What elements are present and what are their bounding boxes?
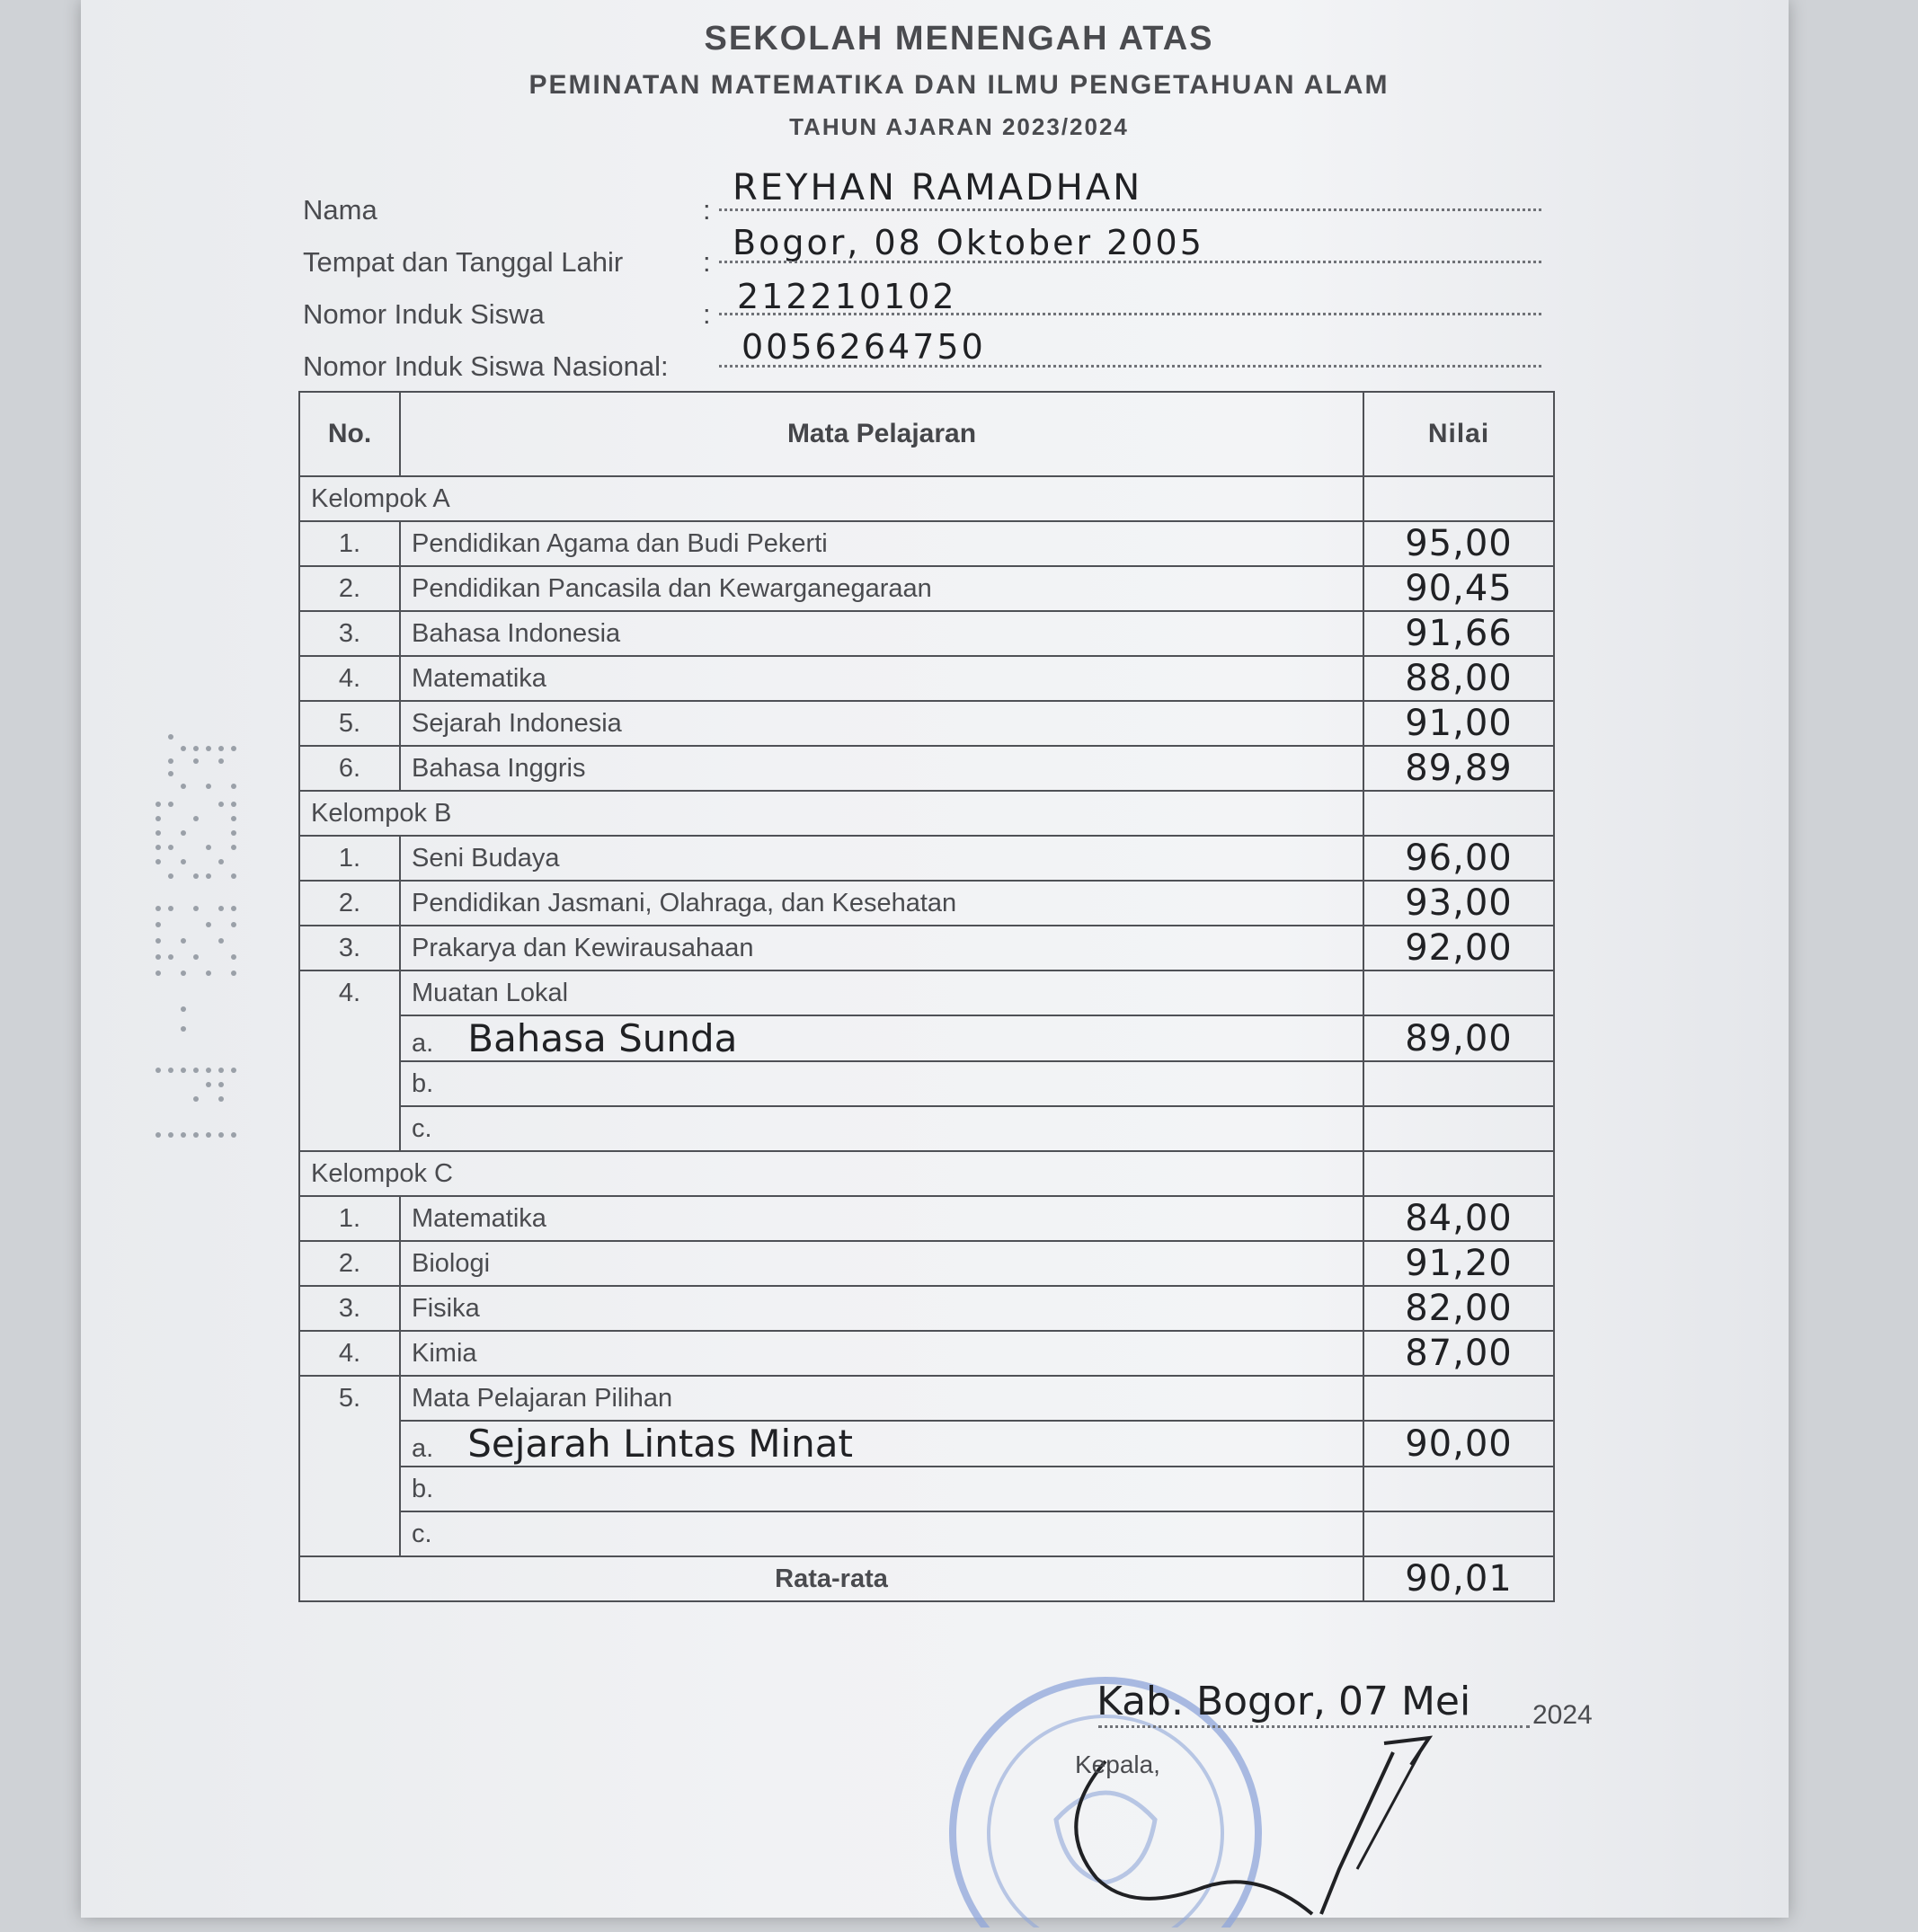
- subrow-c: c.: [400, 1511, 1363, 1556]
- row-no: 4.: [299, 656, 400, 701]
- row-no: 5.: [299, 701, 400, 746]
- average-row: [299, 1556, 1554, 1601]
- perforation-dots: [144, 732, 243, 1150]
- table-row: [299, 521, 1554, 566]
- table-row: [299, 1286, 1554, 1331]
- subrow-subject: Bahasa Sunda: [467, 1016, 738, 1060]
- row-value: 91,00: [1363, 701, 1554, 746]
- subrow-subject: Sejarah Lintas Minat: [467, 1422, 853, 1466]
- nisn-label: Nomor Induk Siswa Nasional:: [303, 350, 669, 382]
- group-empty-value: [1363, 791, 1554, 836]
- table-row: [299, 566, 1554, 611]
- group-row-a: [299, 476, 1554, 521]
- row-value: 91,66: [1363, 611, 1554, 656]
- row-value: 82,00: [1363, 1286, 1554, 1331]
- group-row-c: [299, 1151, 1554, 1196]
- row-subject: Mata Pelajaran Pilihan: [400, 1376, 1363, 1421]
- table-subrow: [299, 1467, 1554, 1511]
- nis-value: 212210102: [737, 277, 957, 316]
- row-value: 96,00: [1363, 836, 1554, 881]
- subrow-value-empty: [1363, 1061, 1554, 1106]
- row-no: 3.: [299, 926, 400, 970]
- program-title: PEMINATAN MATEMATIKA DAN ILMU PENGETAHUAN ALAM: [528, 70, 1390, 100]
- subrow-b: b.: [400, 1061, 1363, 1106]
- group-row-b: [299, 791, 1554, 836]
- table-row: [299, 1196, 1554, 1241]
- row-subject: Pendidikan Agama dan Budi Pekerti: [400, 521, 1363, 566]
- subrow-b: b.: [400, 1467, 1363, 1511]
- table-row: [299, 1376, 1554, 1421]
- nama-colon: :: [703, 194, 711, 226]
- group-empty-value: [1363, 476, 1554, 521]
- nisn-line: [719, 365, 1541, 368]
- subrow-value: 89,00: [1363, 1015, 1554, 1061]
- table-row: [299, 836, 1554, 881]
- signature-year: 2024: [1532, 1700, 1593, 1730]
- row-subject: Pendidikan Jasmani, Olahraga, dan Kesehatan: [400, 881, 1363, 926]
- table-row: [299, 656, 1554, 701]
- table-row: [299, 1331, 1554, 1376]
- row-no: 1.: [299, 1196, 400, 1241]
- kepala-label: Kepala,: [1075, 1750, 1160, 1778]
- row-subject: Matematika: [400, 656, 1363, 701]
- row-no: 2.: [299, 881, 400, 926]
- row-no: 2.: [299, 566, 400, 611]
- row-no: 3.: [299, 611, 400, 656]
- row-value-empty: [1363, 1376, 1554, 1421]
- row-no: 2.: [299, 1241, 400, 1286]
- row-subject: Bahasa Indonesia: [400, 611, 1363, 656]
- row-subject: Fisika: [400, 1286, 1363, 1331]
- row-value: 84,00: [1363, 1196, 1554, 1241]
- row-subject: Pendidikan Pancasila dan Kewarganegaraan: [400, 566, 1363, 611]
- row-value: 90,45: [1363, 566, 1554, 611]
- subrow-value-empty: [1363, 1106, 1554, 1151]
- place-date: Kab. Bogor, 07 Mei: [1097, 1679, 1471, 1724]
- row-value: 87,00: [1363, 1331, 1554, 1376]
- nama-label: Nama: [303, 194, 377, 226]
- header-no: No.: [299, 392, 400, 476]
- row-subject: Seni Budaya: [400, 836, 1363, 881]
- table-subrow: [299, 1421, 1554, 1467]
- row-value: 91,20: [1363, 1241, 1554, 1286]
- row-no: 4.: [299, 970, 400, 1151]
- row-value-empty: [1363, 970, 1554, 1015]
- subrow-letter: a.: [412, 1434, 434, 1463]
- nama-line: [719, 208, 1541, 211]
- table-row: [299, 881, 1554, 926]
- table-row: [299, 970, 1554, 1015]
- average-value: 90,01: [1363, 1556, 1554, 1601]
- group-label-c: Kelompok C: [299, 1151, 1363, 1196]
- ttl-line: [719, 261, 1541, 263]
- nis-label: Nomor Induk Siswa: [303, 298, 545, 330]
- row-no: 1.: [299, 836, 400, 881]
- table-header-row: [299, 392, 1554, 476]
- grades-table: [298, 391, 1555, 1602]
- nisn-value: 0056264750: [741, 327, 986, 367]
- group-label-a: Kelompok A: [299, 476, 1363, 521]
- group-label-b: Kelompok B: [299, 791, 1363, 836]
- row-subject: Muatan Lokal: [400, 970, 1363, 1015]
- average-label: Rata-rata: [299, 1556, 1363, 1601]
- subrow-a: [400, 1015, 1363, 1061]
- row-subject: Bahasa Inggris: [400, 746, 1363, 791]
- table-row: [299, 746, 1554, 791]
- row-subject: Biologi: [400, 1241, 1363, 1286]
- row-no: 5.: [299, 1376, 400, 1556]
- nis-colon: :: [703, 298, 711, 330]
- subrow-letter: a.: [412, 1029, 434, 1058]
- school-title: SEKOLAH MENENGAH ATAS: [704, 20, 1214, 58]
- ttl-colon: :: [703, 246, 711, 278]
- subrow-value: 90,00: [1363, 1421, 1554, 1467]
- nama-value: REYHAN RAMADHAN: [733, 167, 1143, 208]
- row-value: 92,00: [1363, 926, 1554, 970]
- row-subject: Sejarah Indonesia: [400, 701, 1363, 746]
- row-value: 95,00: [1363, 521, 1554, 566]
- academic-year: TAHUN AJARAN 2023/2024: [789, 113, 1129, 140]
- subrow-value-empty: [1363, 1467, 1554, 1511]
- group-empty-value: [1363, 1151, 1554, 1196]
- row-no: 6.: [299, 746, 400, 791]
- subrow-value-empty: [1363, 1511, 1554, 1556]
- nis-line: [719, 313, 1541, 315]
- table-subrow: [299, 1015, 1554, 1061]
- table-subrow: [299, 1511, 1554, 1556]
- table-row: [299, 1241, 1554, 1286]
- table-subrow: [299, 1106, 1554, 1151]
- header-value: Nilai: [1363, 392, 1554, 476]
- ttl-value: Bogor, 08 Oktober 2005: [733, 223, 1204, 262]
- row-subject: Matematika: [400, 1196, 1363, 1241]
- table-row: [299, 611, 1554, 656]
- table-subrow: [299, 1061, 1554, 1106]
- row-subject: Prakarya dan Kewirausahaan: [400, 926, 1363, 970]
- row-subject: Kimia: [400, 1331, 1363, 1376]
- row-no: 1.: [299, 521, 400, 566]
- ttl-label: Tempat dan Tanggal Lahir: [303, 246, 624, 278]
- header-subject: Mata Pelajaran: [400, 392, 1363, 476]
- subrow-a: [400, 1421, 1363, 1467]
- row-no: 3.: [299, 1286, 400, 1331]
- table-row: [299, 701, 1554, 746]
- table-row: [299, 926, 1554, 970]
- place-date-line: [1098, 1725, 1530, 1728]
- row-value: 89,89: [1363, 746, 1554, 791]
- subrow-c: c.: [400, 1106, 1363, 1151]
- row-no: 4.: [299, 1331, 400, 1376]
- row-value: 88,00: [1363, 656, 1554, 701]
- row-value: 93,00: [1363, 881, 1554, 926]
